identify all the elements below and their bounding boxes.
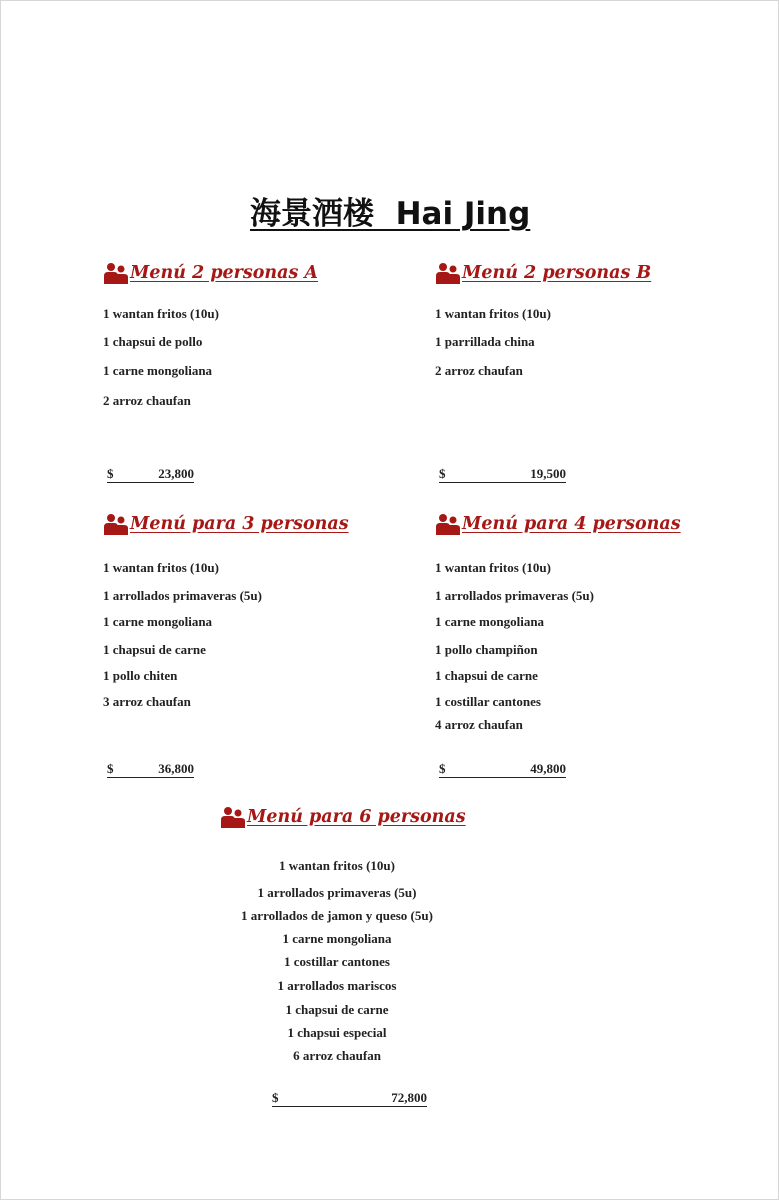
list-item: 3 arroz chaufan	[103, 694, 191, 709]
currency-symbol: $	[439, 466, 446, 481]
menu-6-heading	[221, 806, 466, 828]
menu-b-heading	[436, 262, 651, 284]
restaurant-title: 海景酒楼 Hai Jing	[250, 196, 531, 232]
list-item: 1 chapsui de carne	[285, 1002, 389, 1017]
price-amount: 19,500	[530, 466, 566, 481]
list-item: 4 arroz chaufan	[435, 717, 523, 732]
menu-a-title: Menú 2 personas A	[130, 263, 319, 283]
list-item: 1 arrollados primaveras (5u)	[257, 885, 417, 900]
list-item: 1 arrollados mariscos	[277, 978, 397, 993]
list-item: 1 arrollados de jamon y queso (5u)	[241, 908, 433, 923]
list-item: 1 carne mongoliana	[435, 614, 545, 629]
menu-3-heading	[104, 513, 349, 535]
people-icon	[104, 262, 128, 284]
people-icon	[104, 513, 128, 535]
currency-symbol: $	[272, 1090, 279, 1105]
list-item: 1 wantan fritos (10u)	[435, 560, 551, 575]
menu-b-title: Menú 2 personas B	[462, 263, 652, 283]
people-icon	[436, 513, 460, 535]
list-item: 1 carne mongoliana	[103, 363, 213, 378]
currency-symbol: $	[107, 466, 114, 481]
list-item: 1 wantan fritos (10u)	[103, 306, 219, 321]
list-item: 2 arroz chaufan	[435, 363, 523, 378]
list-item: 1 chapsui de carne	[435, 668, 538, 683]
list-item: 1 carne mongoliana	[103, 614, 213, 629]
price-amount: 36,800	[158, 761, 194, 776]
list-item: 1 wantan fritos (10u)	[435, 306, 551, 321]
list-item: 1 wantan fritos (10u)	[103, 560, 219, 575]
list-item: 1 pollo champiñon	[435, 642, 538, 657]
price-amount: 49,800	[530, 761, 566, 776]
list-item: 1 chapsui de pollo	[103, 334, 203, 349]
list-item: 1 chapsui de carne	[103, 642, 206, 657]
people-icon	[436, 262, 460, 284]
menu-b-price	[439, 466, 566, 483]
menu-4-heading	[436, 513, 681, 535]
currency-symbol: $	[107, 761, 114, 776]
list-item: 2 arroz chaufan	[103, 393, 191, 408]
price-amount: 23,800	[158, 466, 194, 481]
menu-4-title: Menú para 4 personas	[462, 514, 681, 534]
people-icon	[221, 806, 245, 828]
price-amount: 72,800	[391, 1090, 427, 1105]
list-item: 1 chapsui especial	[287, 1025, 387, 1040]
menu-6-title: Menú para 6 personas	[247, 807, 466, 827]
menu-a-heading	[104, 262, 318, 284]
list-item: 1 carne mongoliana	[282, 931, 392, 946]
list-item: 1 costillar cantones	[284, 954, 390, 969]
list-item: 1 costillar cantones	[435, 694, 541, 709]
list-item: 6 arroz chaufan	[293, 1048, 381, 1063]
menu-a-price	[107, 466, 194, 483]
currency-symbol: $	[439, 761, 446, 776]
list-item: 1 arrollados primaveras (5u)	[435, 588, 594, 603]
list-item: 1 parrillada china	[435, 334, 535, 349]
menu-3-title: Menú para 3 personas	[130, 514, 349, 534]
menu-3-price	[107, 761, 194, 778]
menu-4-price	[439, 761, 566, 778]
list-item: 1 pollo chiten	[103, 668, 178, 683]
list-item: 1 wantan fritos (10u)	[279, 858, 395, 873]
list-item: 1 arrollados primaveras (5u)	[103, 588, 262, 603]
menu-6-price	[272, 1090, 427, 1107]
